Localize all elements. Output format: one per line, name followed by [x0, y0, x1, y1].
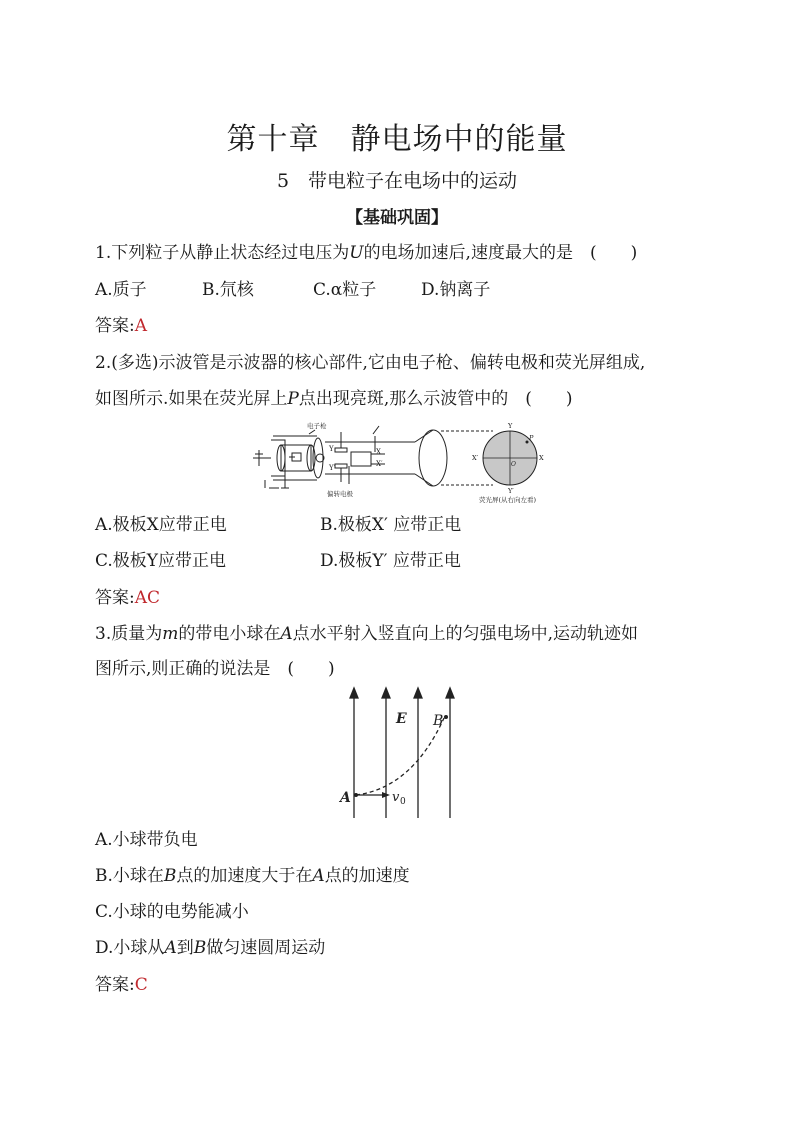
answer-value: AC	[134, 588, 161, 608]
q1-answer	[95, 314, 147, 338]
q1-stem-text: 1.下列粒子从静止状态经过电压为	[95, 243, 350, 263]
q1-stem-text-end: 的电场加速后,速度最大的是 ( )	[363, 243, 638, 263]
q3-stem-text-mid: 的带电小球在	[178, 624, 281, 644]
q3-stem-text: 3.质量为	[95, 624, 163, 644]
trajectory-path	[356, 718, 444, 795]
screen-y-prime-label: Y′	[508, 487, 514, 495]
electric-field-figure	[334, 684, 462, 820]
q3-stem-text-end: 点水平射入竖直向上的匀强电场中,运动轨迹如	[292, 624, 639, 644]
field-label-e: E	[396, 711, 407, 727]
question-3-stem-line2: 图所示,则正确的说法是 ( )	[95, 659, 335, 679]
question-2-stem-line1: 2.(多选)示波管是示波器的核心部件,它由电子枪、偏转电极和荧光屏组成,	[95, 353, 646, 373]
q3-option-d-mid: 到	[176, 938, 194, 958]
screen-y-label: Y	[508, 422, 513, 430]
field-arrow-2	[382, 688, 390, 698]
q2-option-b: B.极板X′ 应带正电	[320, 515, 462, 535]
field-arrow-3	[414, 688, 422, 698]
q2-stem-text-end: 点出现亮斑,那么示波管中的 ( )	[298, 389, 573, 409]
chapter-title: 第十章 静电场中的能量	[226, 122, 568, 157]
screen-p-label: P	[529, 434, 534, 442]
answer-label: 答案:	[95, 588, 135, 608]
question-3-stem-line1	[95, 622, 638, 646]
point-a	[354, 793, 358, 797]
q3-option-d-text: D.小球从	[95, 938, 165, 958]
question-2-stem-line2	[95, 387, 573, 411]
q3-option-a: A.小球带负电	[95, 830, 198, 850]
q3-option-d-var1: A	[164, 938, 177, 958]
point-b	[444, 715, 448, 719]
point-a-label: A	[340, 790, 351, 806]
screen-x-prime-label: X′	[472, 454, 479, 462]
plates-label: 偏转电极	[327, 490, 353, 498]
q1-var-u: U	[349, 243, 364, 263]
q1-option-c: C.α粒子	[313, 280, 377, 300]
plate-x-label: X	[376, 448, 381, 456]
q3-option-b-mid: 点的加速度大于在	[176, 866, 313, 886]
q3-option-d-var2: B	[193, 938, 207, 958]
q3-answer	[95, 973, 148, 997]
field-arrow-4	[446, 688, 454, 698]
answer-label: 答案:	[95, 316, 135, 336]
q2-option-c: C.极板Y应带正电	[95, 551, 227, 571]
velocity-label: v	[392, 790, 400, 805]
q3-option-b-end: 点的加速度	[324, 866, 410, 886]
oscilloscope-tube-figure	[245, 418, 555, 504]
q1-option-d: D.钠离子	[421, 280, 491, 300]
point-b-label: B	[433, 713, 444, 729]
plate-y-prime-label: Y′	[329, 464, 336, 472]
screen-x-label: X	[539, 454, 544, 462]
answer-value: A	[134, 316, 148, 336]
q3-option-b	[95, 864, 410, 888]
screen-o-label: O	[511, 461, 516, 468]
q3-option-b-text: B.小球在	[95, 866, 164, 886]
section-label: 【基础巩固】	[346, 208, 448, 228]
q2-option-a: A.极板X应带正电	[95, 515, 227, 535]
q3-option-d-end: 做匀速圆周运动	[206, 938, 326, 958]
q3-var-a: A	[280, 624, 293, 644]
q1-option-b: B.氘核	[202, 280, 254, 300]
q3-option-b-var2: A	[312, 866, 325, 886]
q2-option-d: D.极板Y′ 应带正电	[320, 551, 461, 571]
gun-label: 电子枪	[307, 422, 327, 430]
plate-y-label: Y	[329, 445, 334, 453]
answer-value: C	[134, 975, 148, 995]
screen-label: 荧光屏(从右向左看)	[479, 496, 537, 504]
plate-x-prime-label: X′	[376, 460, 383, 468]
q2-var-p: P	[287, 389, 299, 409]
q3-option-d	[95, 936, 325, 960]
q3-option-c: C.小球的电势能减小	[95, 902, 249, 922]
q3-var-m: m	[162, 624, 179, 644]
q2-answer	[95, 586, 160, 610]
field-arrow-1	[350, 688, 358, 698]
question-1-stem	[95, 241, 637, 265]
answer-label: 答案:	[95, 975, 135, 995]
q1-option-a: A.质子	[95, 280, 147, 300]
velocity-subscript: 0	[400, 797, 406, 807]
section-title: 5 带电粒子在电场中的运动	[276, 170, 518, 192]
q3-option-b-var1: B	[163, 866, 177, 886]
q2-stem-text: 如图所示.如果在荧光屏上	[95, 389, 288, 409]
